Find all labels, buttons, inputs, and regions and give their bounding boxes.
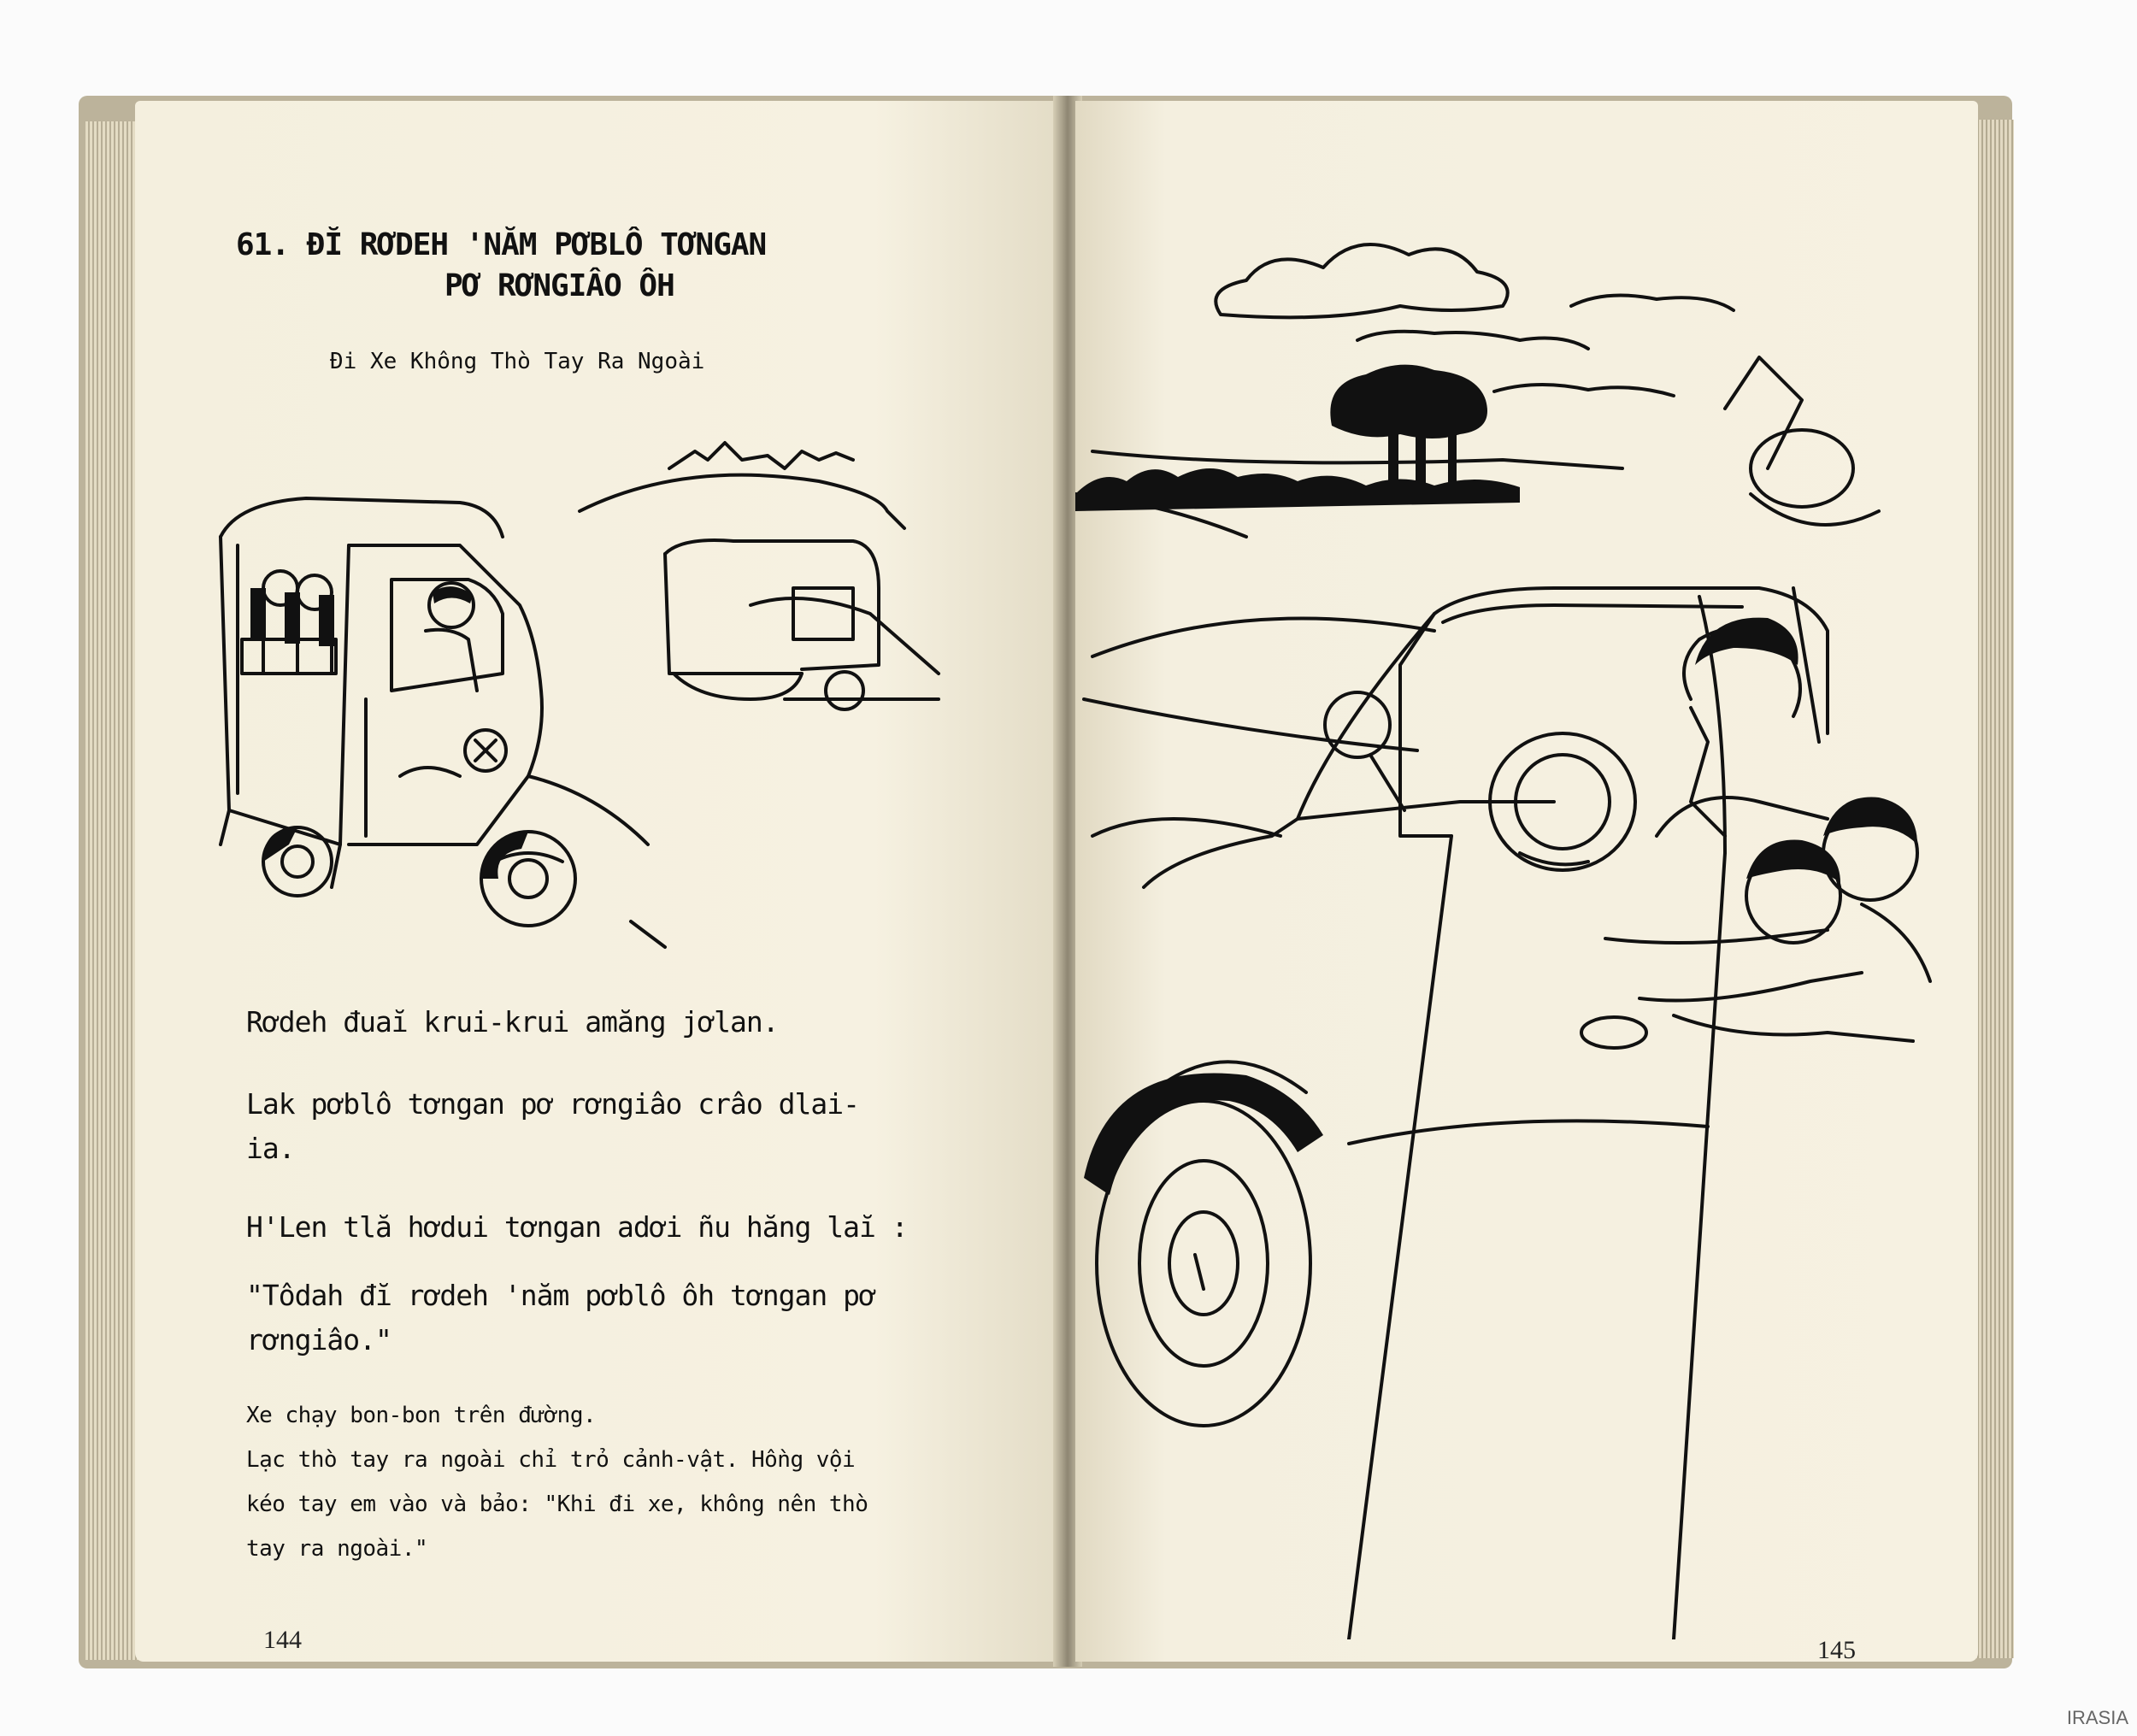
page-number-right: 145 — [1817, 1636, 1856, 1662]
lesson-subtitle: Đi Xe Không Thò Tay Ra Ngoài — [330, 349, 705, 374]
tuk-tuk-illustration — [203, 332, 1058, 981]
paragraph-3: H'Len tlă hơdui tơngan adơi ñu hăng laĭ : — [246, 1210, 908, 1244]
watermark: IRASIA — [2066, 1707, 2128, 1728]
page-number-left: 144 — [263, 1626, 302, 1654]
right-page — [1075, 101, 1978, 1662]
paragraph-2: Lak pơblô tơngan pơ rơngiâo crâo dlai-ia. — [246, 1087, 859, 1165]
car-illustration — [1075, 186, 1978, 1639]
lesson-title-line2: PƠ RƠNGIÂO ÔH — [444, 268, 674, 303]
translation-line-3: kéo tay em vào và bảo: "Khi đi xe, không nên thò — [246, 1492, 868, 1517]
lesson-title-line1: 61. ĐĬ RƠDEH 'NĂM PƠBLÔ TƠNGAN — [236, 227, 767, 262]
paragraph-4: "Tôdah đĭ rơdeh 'năm pơblô ôh tơngan pơ rơngiâo." — [246, 1279, 875, 1356]
paragraph-1: Rơdeh đuaĭ krui-krui amăng jơlan. — [246, 1005, 779, 1039]
left-page — [135, 101, 1060, 1662]
translation-line-2: Lạc thò tay ra ngoài chỉ trỏ cảnh-vật. Hồng vội — [246, 1447, 856, 1473]
translation-line-4: tay ra ngoài." — [246, 1536, 428, 1562]
translation-line-1: Xe chạy bon-bon trên đường. — [246, 1403, 597, 1428]
translation-block — [246, 1393, 1033, 1571]
